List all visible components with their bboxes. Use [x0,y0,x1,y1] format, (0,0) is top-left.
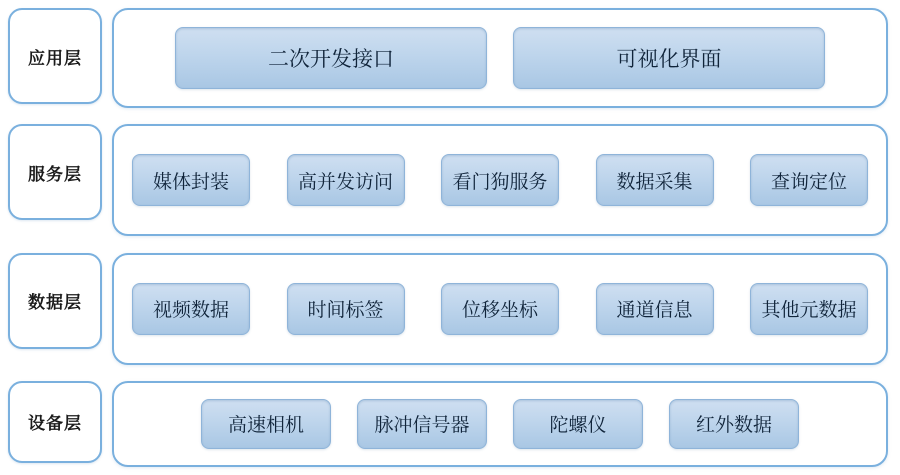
layer-label-application [8,8,102,104]
node-device-2[interactable] [513,399,643,449]
layer-row-data [8,253,888,365]
node-data-4-label: 其他元数据 [761,300,857,322]
node-device-1[interactable] [357,399,487,449]
layer-body-device [112,381,888,467]
node-data-2-label: 位移坐标 [461,300,538,322]
layer-label-data [8,253,102,349]
layer-row-application [8,8,888,108]
node-service-1-label: 高并发访问 [297,171,393,193]
layer-label-device [8,381,102,463]
node-service-1[interactable] [287,154,405,206]
layer-body-data [112,253,888,365]
layer-row-service [8,124,888,236]
node-data-1[interactable] [287,283,405,335]
node-device-0[interactable] [201,399,331,449]
layer-label-data-text: 数据层 [28,293,82,313]
node-data-2[interactable] [441,283,559,335]
node-service-4[interactable] [750,154,868,206]
node-data-4[interactable] [750,283,868,335]
node-service-0[interactable] [132,154,250,206]
node-data-1-label: 时间标签 [307,300,384,322]
node-data-0[interactable] [132,283,250,335]
node-application-0-label: 二次开发接口 [268,48,394,71]
node-device-3[interactable] [669,399,799,449]
node-service-2-label: 看门狗服务 [452,171,548,193]
node-data-3-label: 通道信息 [616,300,693,322]
node-application-1[interactable] [513,27,825,89]
node-device-0-label: 高速相机 [227,415,304,437]
node-device-1-label: 脉冲信号器 [374,415,470,437]
node-service-3[interactable] [596,154,714,206]
node-data-3[interactable] [596,283,714,335]
node-service-0-label: 媒体封装 [152,171,229,193]
layer-label-device-text: 设备层 [28,414,82,434]
layer-body-application [112,8,888,108]
node-service-4-label: 查询定位 [770,171,847,193]
node-device-3-label: 红外数据 [695,415,772,437]
node-device-2-label: 陀螺仪 [549,415,607,437]
node-application-0[interactable] [175,27,487,89]
layer-label-application-text: 应用层 [28,48,82,68]
node-service-2[interactable] [441,154,559,206]
layer-row-device [8,381,888,467]
node-application-1-label: 可视化界面 [616,48,722,71]
node-data-0-label: 视频数据 [152,300,229,322]
layer-label-service-text: 服务层 [28,164,82,184]
layer-body-service [112,124,888,236]
layer-label-service [8,124,102,220]
node-service-3-label: 数据采集 [616,171,693,193]
